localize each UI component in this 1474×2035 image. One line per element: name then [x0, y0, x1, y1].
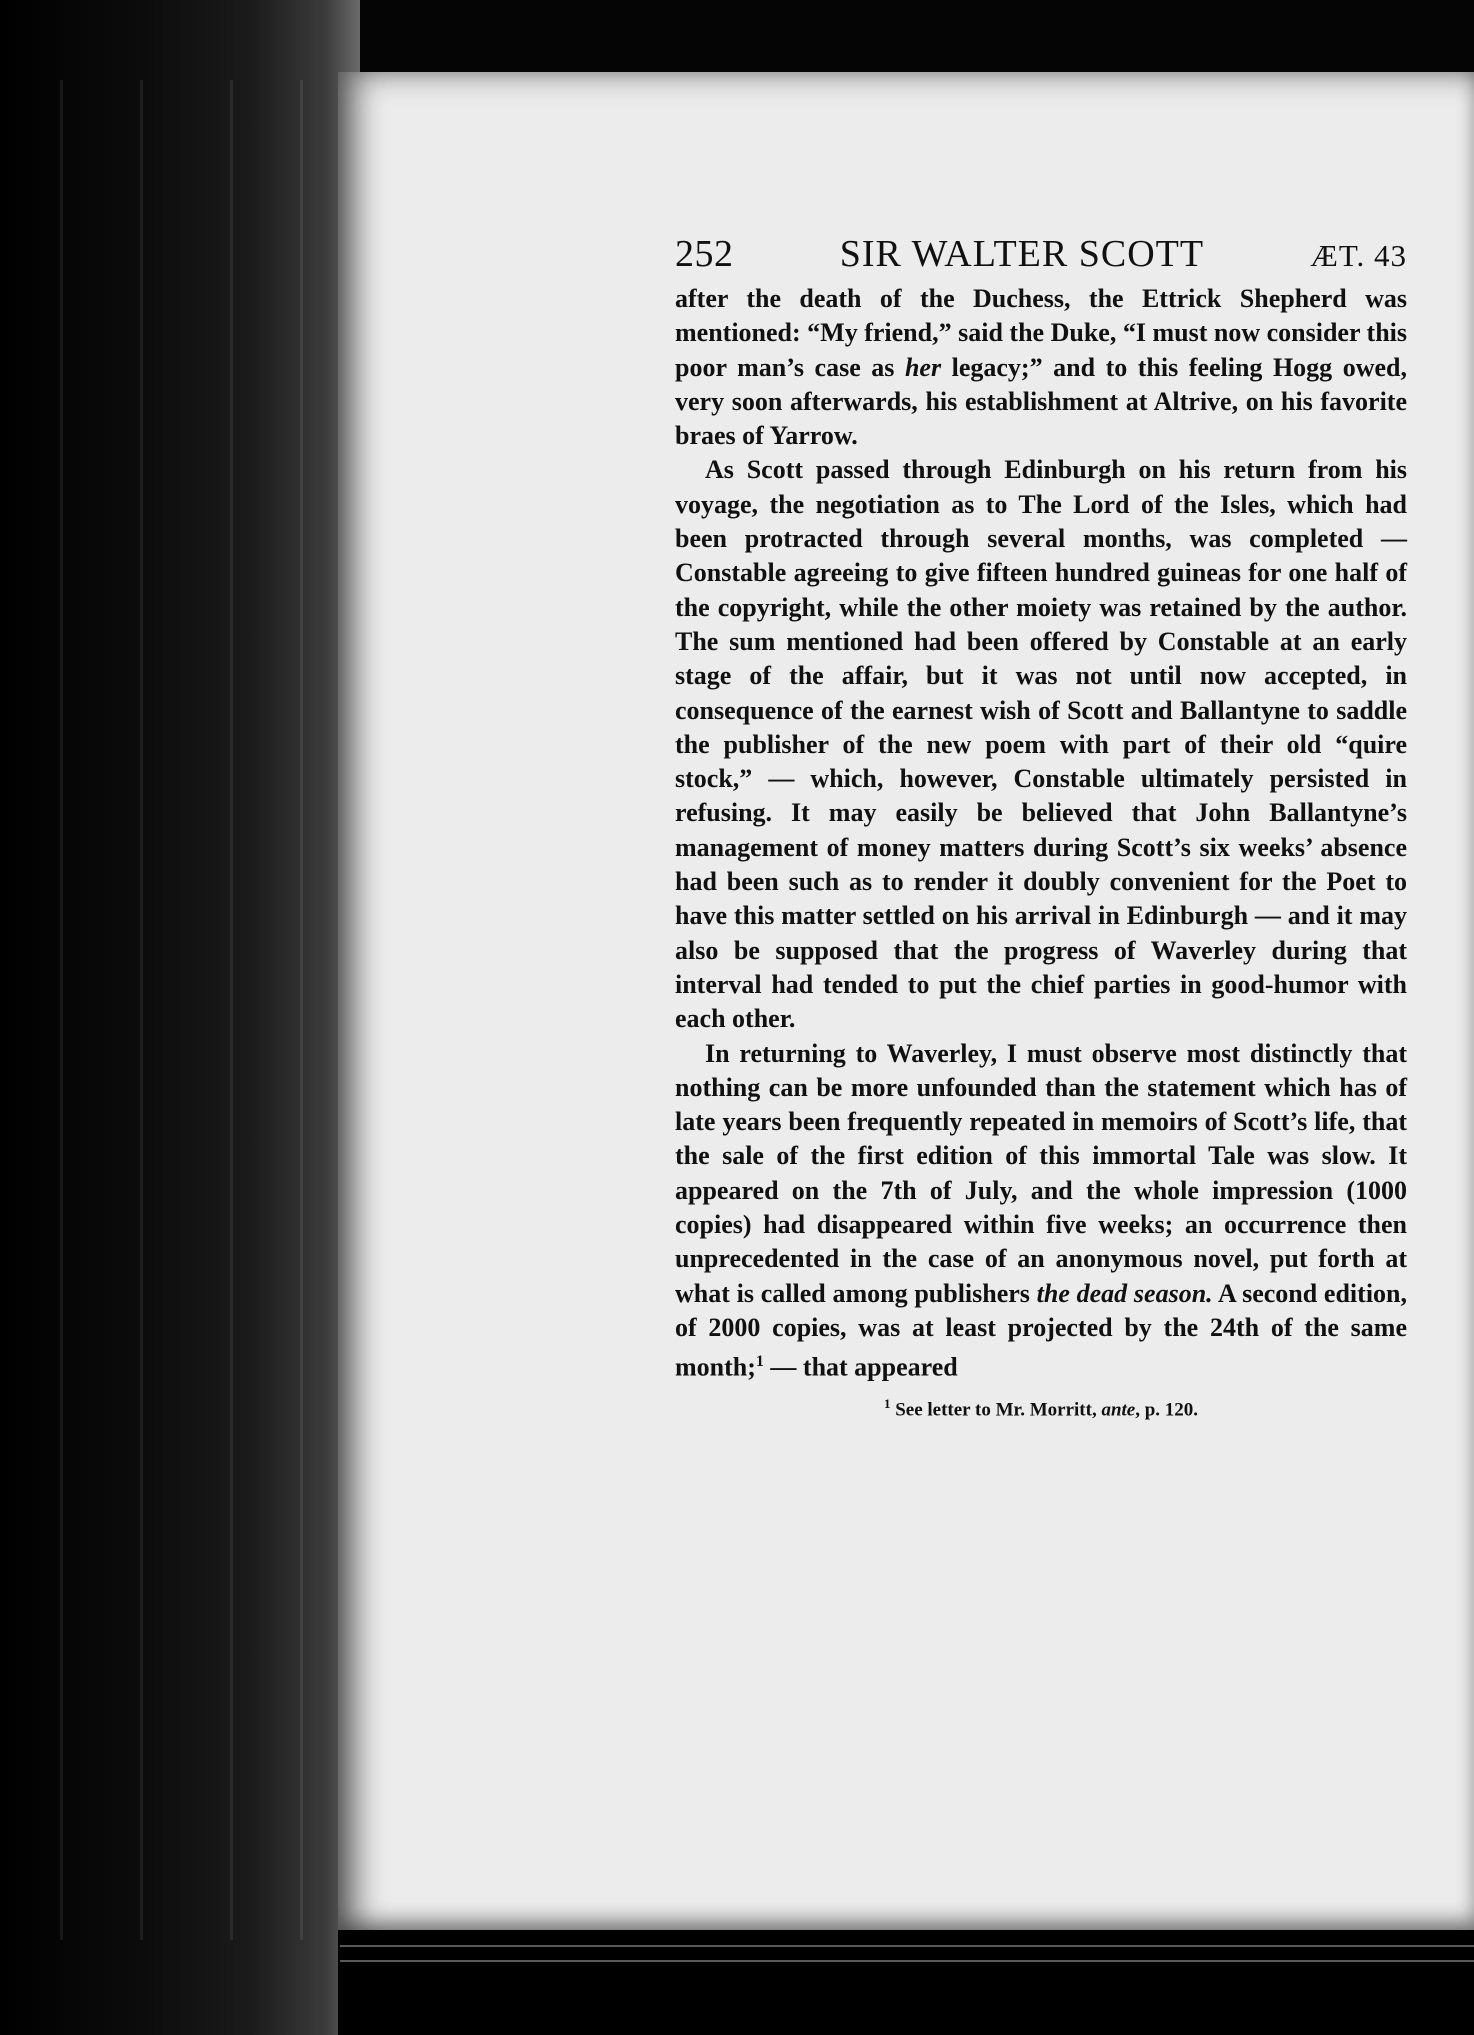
footnote-emphasis: ante: [1101, 1399, 1136, 1421]
running-title: SIR WALTER SCOTT: [839, 233, 1205, 275]
page-edge-line: [340, 1945, 1474, 1947]
page-edge-line: [340, 1960, 1474, 1962]
paragraph-3-text-end: — that appeared: [763, 1352, 958, 1382]
running-head: [675, 232, 1407, 280]
paragraph-3: [675, 1037, 1407, 1386]
footnote-marker: 1: [883, 1396, 891, 1412]
spine-streak: [300, 80, 303, 1940]
page-number: 252: [675, 233, 734, 275]
spine-streak: [140, 80, 143, 1940]
paragraph-1: [675, 282, 1407, 453]
footnote-reference: 1: [755, 1353, 764, 1371]
paragraph-3-emphasis: the dead season.: [1036, 1278, 1213, 1308]
paragraph-3-text: In returning to Waverley, I must observe most distinctly that nothing can be more unfounded than the statement which has of late years been frequently repeated in memoirs of Scott’s life, that the sale of the first edition of this immortal Tale was slow. It appeared on the 7th of July, and the whole impression (1000 copies) had disappeared within five weeks; an occurrence then unprecedented in the case of an anonymous novel, put forth at what is called among publishers: [675, 1038, 1407, 1308]
footnote-text-end: , p. 120.: [1135, 1399, 1199, 1421]
page-content: [675, 232, 1407, 1423]
footnote-text: See letter to Mr. Morritt,: [890, 1399, 1102, 1421]
paragraph-3-text-mid: A second edition, of 2000 copies, was at least projected by the 24th of the same month;: [675, 1278, 1407, 1382]
paragraph-1-emphasis: her: [904, 352, 942, 382]
body-text: [675, 282, 1407, 1385]
running-age: ÆT. 43: [1310, 238, 1407, 273]
book-spine: [0, 0, 360, 2035]
paragraph-2: As Scott passed through Edinburgh on his return from his voyage, the negotiation as to The Lord of the Isles, which had been protracted through several months, was completed — Constable agreeing to give fifteen hundred guineas for one half of the copyright, while the other moiety was retained by the author. The sum mentioned had been offered by Constable at an early stage of the affair, but it was not until now accepted, in consequence of the earnest wish of Scott and Ballantyne to saddle the publisher of the new poem with part of their old “quire stock,” — which, however, Constable ultimately persisted in refusing. It may easily be believed that John Ballantyne’s management of money matters during Scott’s six weeks’ absence had been such as to render it doubly convenient for the Poet to have this matter settled on his arrival in Edinburgh — and it may also be supposed that the progress of Waverley during that interval had tended to put the chief parties in good-humor with each other.: [675, 455, 1407, 1034]
footnote: [675, 1391, 1407, 1423]
paragraph-1-text: after the death of the Duchess, the Ettrick Shepherd was mentioned: “My friend,” said the Duke, “I must now consider this poor man’s case as: [675, 284, 1407, 382]
spine-streak: [230, 80, 233, 1940]
paragraph-1-text-end: legacy;” and to this feeling Hogg owed, very soon afterwards, his establishment at Altrive, on his favorite braes of Yarrow.: [675, 352, 1407, 451]
spine-streak: [60, 80, 63, 1940]
